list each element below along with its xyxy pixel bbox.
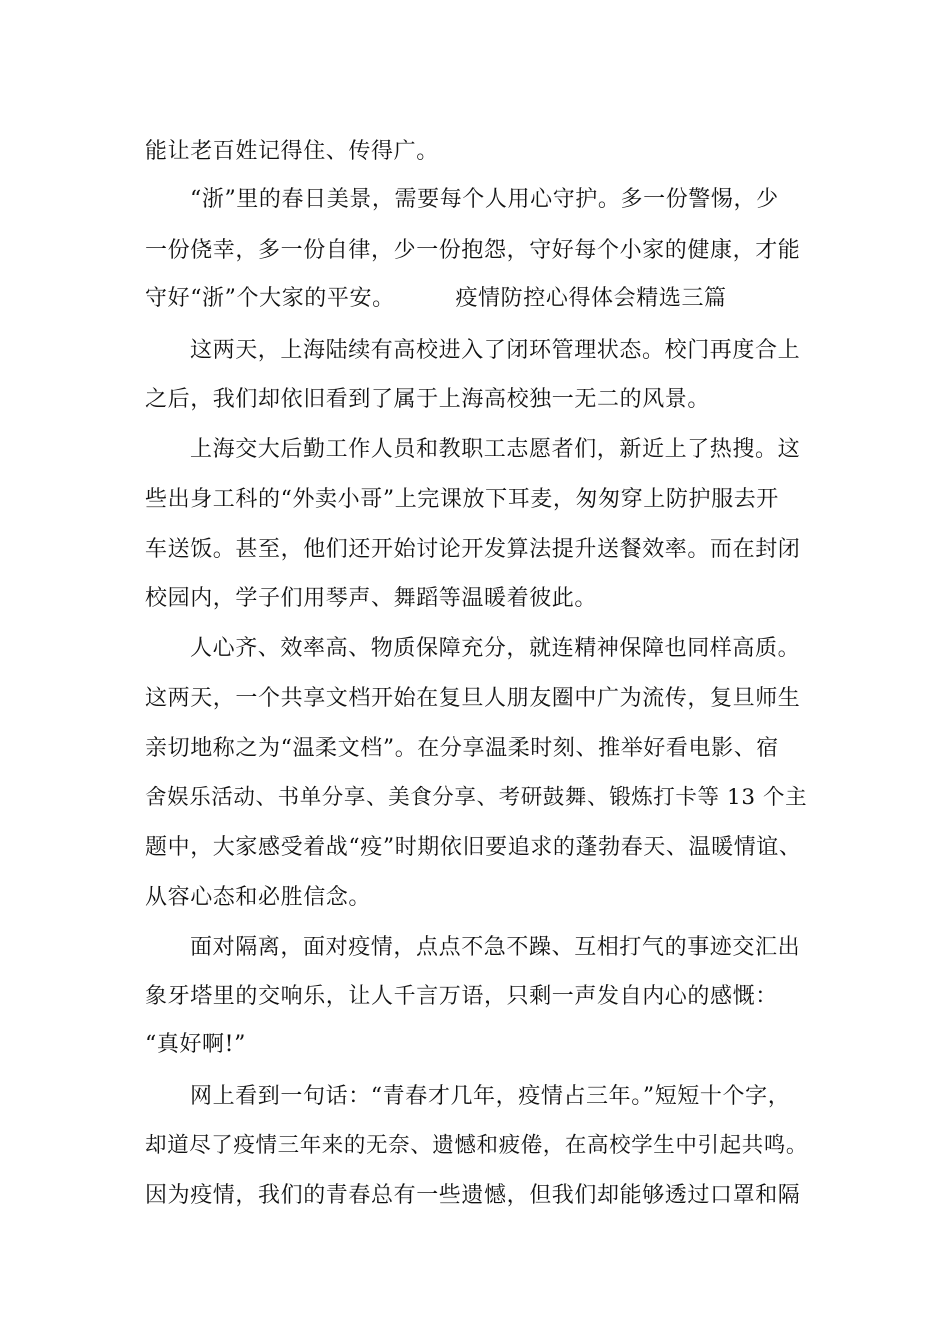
text-line: 题中，大家感受着战“疫”时期依旧要追求的蓬勃春天、温暖情谊、 [145, 835, 802, 860]
text-line: 舍娱乐活动、书单分享、美食分享、考研鼓舞、锻炼打卡等 13 个主 [145, 785, 808, 810]
text-line: 上海交大后勤工作人员和教职工志愿者们，新近上了热搜。这 [190, 437, 801, 462]
text-line: 一份侥幸，多一份自律，少一份抱怨，守好每个小家的健康，才能 [145, 238, 801, 263]
text-line: 校园内，学子们用琴声、舞蹈等温暖着彼此。 [145, 586, 598, 611]
text-line: 网上看到一句话：“青春才几年，疫情占三年。”短短十个字， [190, 1084, 791, 1109]
text-line: 这两天，上海陆续有高校进入了闭环管理状态。校门再度合上 [190, 338, 801, 363]
text-line: 从容心态和必胜信念。 [145, 885, 372, 910]
text-line: 却道尽了疫情三年来的无奈、遗憾和疲倦，在高校学生中引起共鸣。 [145, 1133, 809, 1158]
text-line: 守好“浙”个大家的平安。 疫情防控心得体会精选三篇 [145, 286, 727, 311]
text-line: 人心齐、效率高、物质保障充分，就连精神保障也同样高质。 [190, 636, 801, 661]
text-line: 象牙塔里的交响乐，让人千言万语，只剩一声发自内心的感慨： [145, 984, 778, 1009]
text-line: 之后，我们却依旧看到了属于上海高校独一无二的风景。 [145, 387, 711, 412]
text-line: 亲切地称之为“温柔文档”。在分享温柔时刻、推举好看电影、宿 [145, 736, 779, 761]
text-line: “浙”里的春日美景，需要每个人用心守护。多一份警惕，少 [190, 187, 779, 212]
text-line: 些出身工科的“外卖小哥”上完课放下耳麦，匆匆穿上防护服去开 [145, 487, 779, 512]
text-line: 车送饭。甚至，他们还开始讨论开发算法提升送餐效率。而在封闭 [145, 537, 801, 562]
text-line: 能让老百姓记得住、传得广。 [145, 139, 439, 164]
text-line: 因为疫情，我们的青春总有一些遗憾，但我们却能够透过口罩和隔 [145, 1183, 801, 1208]
text-line: 这两天，一个共享文档开始在复旦人朋友圈中广为流传，复旦师生 [145, 686, 801, 711]
text-line: 面对隔离，面对疫情，点点不急不躁、互相打气的事迹交汇出 [190, 935, 801, 960]
text-line: “真好啊!” [145, 1032, 246, 1057]
